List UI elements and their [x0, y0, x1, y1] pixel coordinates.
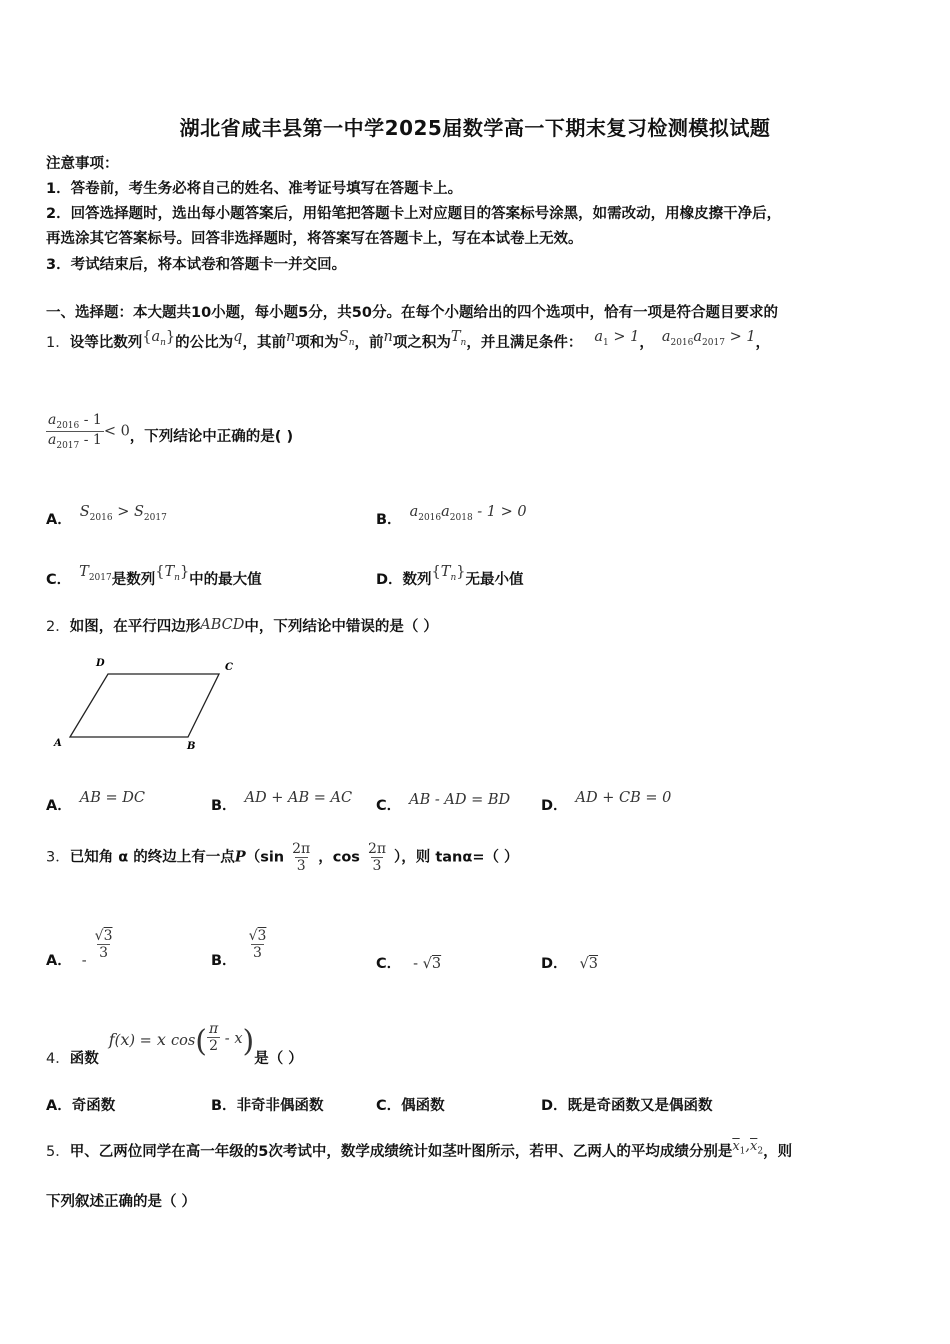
q3-text: （sin	[245, 849, 285, 866]
option-text: 无最小值	[465, 572, 524, 588]
q4-option-a[interactable]	[46, 1094, 115, 1115]
frac-denominator: 3	[296, 858, 306, 874]
q1-option-b[interactable]	[376, 504, 527, 531]
math-n: n	[285, 329, 296, 345]
notice-item-2-cont: 再选涂其它答案标号。回答非选择题时，将答案写在答题卡上，写在本试卷上无效。	[46, 231, 583, 247]
q4-option-d[interactable]	[541, 1094, 713, 1115]
math-neg-sqrt3-over-3: $\frac{√3}{3}$	[94, 928, 113, 961]
question-3-stem	[46, 841, 519, 874]
option-label: C．	[376, 956, 402, 972]
q2-text: 如图，在平行四边形	[69, 619, 201, 635]
question-number: 3．	[46, 849, 70, 866]
notice-item-2: 2．回答选择题时，选出每小题答案后，用铅笔把答题卡上对应题目的答案标号涂黑，如需改动，用橡皮擦干净后，	[46, 206, 782, 222]
math-minus: -	[81, 952, 87, 969]
math-fraction-2pi-3	[366, 841, 388, 874]
question-1-condition	[46, 412, 293, 451]
section-heading: 一、选择题：本大题共10小题，每小题5分，共50分。在每个小题给出的四个选项中，恰有一项是符合题目要求的	[46, 305, 778, 321]
q3-option-a[interactable]	[46, 928, 114, 969]
math-tn-set: $\{T_n\}$	[431, 564, 466, 583]
question-number: 2．	[46, 619, 70, 635]
option-label: D．	[541, 1098, 568, 1114]
math-s2016-gt-s2017: $S_{2016} > S_{2017}$	[79, 504, 167, 523]
math-x1-bar-x2-bar: $\overline{x}_1,\overline{x}_2$	[732, 1138, 764, 1157]
option-label: A．	[46, 512, 72, 528]
option-label: C．	[376, 798, 402, 814]
option-label: C．	[376, 1098, 402, 1114]
option-label: D．	[541, 956, 568, 972]
option-text: 既是奇函数又是偶函数	[567, 1098, 713, 1114]
math-fraction-2pi-3	[290, 841, 312, 874]
notice-item-1: 1．答卷前，考生务必将自己的姓名、准考证号填写在答题卡上。	[46, 181, 463, 197]
vertex-label-a: A	[54, 738, 62, 749]
parallelogram-figure	[50, 655, 240, 755]
q4-text: 函数	[69, 1051, 99, 1067]
frac-numerator: 2π	[292, 841, 311, 857]
option-text: 偶函数	[401, 1098, 445, 1114]
q3-option-d[interactable]	[541, 952, 598, 973]
option-label: B．	[211, 1098, 237, 1114]
q1-text: 的公比为	[175, 335, 234, 351]
q2-option-d[interactable]	[541, 790, 672, 815]
q1-text: ，其前	[242, 335, 286, 351]
q4-option-b[interactable]	[211, 1094, 324, 1115]
math-vector-expr: AB - AD = BD	[409, 792, 511, 808]
q3-text: ，cos	[318, 849, 360, 866]
q3-option-b[interactable]	[211, 928, 268, 969]
q1-text: 设等比数列	[69, 335, 143, 351]
q1-text: ，下列结论中正确的是( )	[129, 429, 294, 446]
math-an: $\{a_n\}$	[142, 329, 176, 348]
math-vector-expr: AB = DC	[79, 790, 145, 806]
question-5-stem	[46, 1140, 792, 1163]
frac-denominator: 3	[372, 858, 382, 874]
math-product-gt-1: $a_{2016}a_{2017} > 1$	[661, 329, 756, 348]
q3-option-c[interactable]	[376, 952, 441, 973]
math-vector-expr: AD + AB = AC	[244, 790, 353, 806]
q5-text: ，则	[763, 1144, 793, 1160]
option-label: B．	[211, 798, 237, 814]
question-number: 5．	[46, 1144, 70, 1160]
option-text: 奇函数	[71, 1098, 116, 1114]
math-neg-sqrt3: - √3	[413, 956, 442, 972]
question-5-stem-cont: 下列叙述正确的是（ ）	[46, 1194, 197, 1210]
option-label: A．	[46, 952, 72, 969]
math-tn: $T_n$	[450, 329, 467, 348]
q4-option-c[interactable]	[376, 1094, 445, 1115]
vertex-label-b: B	[187, 741, 196, 752]
q3-text: ），则 tanα=（ ）	[394, 849, 519, 866]
math-pi-over-2: $\frac{\pi}{2}$	[209, 1020, 219, 1054]
option-label: A．	[46, 798, 72, 814]
question-number: 4．	[46, 1051, 70, 1067]
question-1-stem	[46, 331, 770, 354]
q1-option-c[interactable]	[46, 564, 262, 591]
math-paren: )	[242, 1024, 255, 1059]
q2-option-a[interactable]	[46, 790, 145, 815]
math-function-def: f(x) = x cos	[108, 1030, 196, 1049]
q1-text: ，前	[354, 335, 384, 351]
question-2-stem	[46, 615, 438, 636]
math-minus-x: - x	[220, 1031, 243, 1047]
q4-text: 是（ ）	[254, 1051, 303, 1067]
math-sqrt3-over-3: $\frac{√3}{3}$	[248, 928, 267, 961]
math-t2017: $T_{2017}$	[79, 564, 112, 583]
option-text: 是数列	[111, 572, 156, 588]
q3-text: 已知角 α 的终边上有一点	[69, 849, 235, 866]
vertex-label-c: C	[225, 662, 233, 673]
math-lt-0: < 0	[103, 423, 130, 440]
math-fraction-condition: $\frac{a_{2016} - 1}{a_{2017} - 1}$	[48, 412, 102, 451]
math-sn: $S_n$	[338, 329, 355, 348]
option-label: B．	[376, 512, 402, 528]
q1-comma: ，	[639, 335, 654, 351]
math-sqrt3: √3	[579, 956, 599, 972]
question-4-stem	[46, 1014, 303, 1067]
option-label: C．	[46, 572, 72, 588]
q2-text: 中，下列结论中错误的是（ ）	[244, 619, 438, 635]
q2-option-b[interactable]	[211, 790, 353, 815]
q1-comma: ，	[755, 335, 771, 351]
option-label: D．	[541, 798, 568, 814]
option-text: 中的最大值	[189, 572, 262, 588]
math-product-minus-1: $a_{2016}a_{2018} - 1 > 0$	[409, 504, 527, 523]
math-abcd: ABCD	[200, 617, 245, 633]
q2-option-c[interactable]	[376, 794, 510, 815]
math-a1-gt-1: $a_1 > 1$	[594, 329, 640, 348]
notice-heading: 注意事项：	[46, 156, 119, 172]
page-title: 湖北省咸丰县第一中学2025届数学高一下期末复习检测模拟试题	[179, 116, 771, 140]
math-n: n	[383, 329, 393, 345]
frac-numerator: 2π	[367, 841, 387, 857]
q1-option-d[interactable]	[376, 564, 524, 591]
q5-text: 甲、乙两位同学在高一年级的5次考试中，数学成绩统计如茎叶图所示，若甲、乙两人的平均成绩分别是	[69, 1144, 733, 1160]
q1-option-a[interactable]	[46, 504, 167, 531]
q1-text: 项和为	[295, 335, 339, 351]
math-q: q	[233, 329, 243, 345]
q1-text: 项之积为	[392, 335, 451, 351]
math-vector-expr: AD + CB = 0	[575, 790, 672, 806]
notice-item-3: 3．考试结束后，将本试卷和答题卡一并交回。	[46, 257, 347, 273]
option-label: B．	[211, 952, 237, 969]
option-text: 非奇非偶函数	[236, 1098, 324, 1114]
option-label: D．	[376, 572, 403, 588]
math-tn-set: $\{T_n\}$	[155, 564, 190, 583]
vertex-label-d: D	[96, 658, 105, 669]
option-text: 数列	[402, 572, 432, 588]
parallelogram-shape	[70, 674, 219, 737]
question-number: 1．	[46, 335, 70, 351]
q1-text: ，并且满足条件：	[466, 335, 583, 351]
math-paren: (	[195, 1024, 207, 1059]
point-p: P	[234, 848, 246, 866]
option-label: A．	[46, 1098, 72, 1114]
